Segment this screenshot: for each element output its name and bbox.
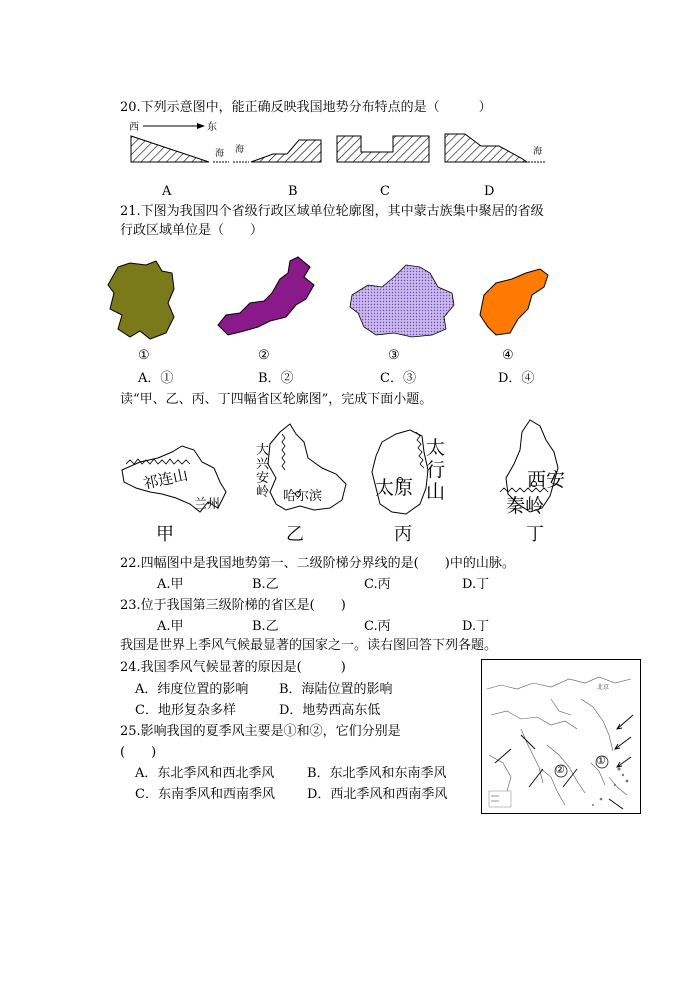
q20-question: 20.下列示意图中，能正确反映我国地势分布特点的是（ ） bbox=[120, 100, 492, 115]
map-yi-caption: 乙 bbox=[286, 524, 304, 545]
map-jia-caption: 甲 bbox=[156, 524, 174, 545]
q25-question-line1: 25.影响我国的夏季风主要是①和②，它们分别是 bbox=[120, 724, 401, 739]
q25-option-d[interactable]: D．西北季风和西南季风 bbox=[307, 787, 448, 802]
q25-question-line2: ( ) bbox=[120, 745, 157, 760]
intro-22: 读“甲、乙、丙、丁四幅省区轮廓图”，完成下面小题。 bbox=[120, 392, 433, 407]
map-yi-city-label: 哈尔滨 bbox=[283, 489, 323, 504]
q20-option-d[interactable]: D bbox=[484, 184, 495, 199]
sea-label-d: 海 bbox=[533, 147, 543, 157]
map-bing-mountain-icon bbox=[416, 432, 424, 468]
q23-question: 23.位于我国第三级阶梯的省区是( ) bbox=[120, 598, 346, 613]
map-bing-city-label: 太原 bbox=[375, 477, 414, 499]
shape-label-4: ④ bbox=[502, 348, 514, 363]
map-bing-mountain-char-3: 山 bbox=[426, 481, 446, 503]
q21-option-c[interactable]: C．③ bbox=[380, 371, 416, 386]
east-label: 东 bbox=[207, 122, 217, 133]
province-shape-2 bbox=[218, 257, 314, 335]
sea-label-b: 海 bbox=[235, 145, 245, 155]
province-shape-3 bbox=[350, 265, 454, 337]
q25-option-a[interactable]: A．东北季风和西北季风 bbox=[135, 766, 275, 781]
q21-option-b[interactable]: B．② bbox=[258, 371, 294, 386]
q25-option-b[interactable]: B．东北季风和东南季风 bbox=[307, 766, 447, 781]
monsoon-map bbox=[481, 659, 641, 814]
q21-question-line2: 行政区域单位是（ ） bbox=[120, 223, 264, 238]
q23-option-a[interactable]: A.甲 bbox=[157, 619, 184, 634]
map-yi-mountain-char-1: 大 bbox=[256, 443, 270, 458]
intro-24: 我国是世界上季风气候最显著的国家之一。读右图回答下列各题。 bbox=[120, 638, 498, 653]
map-bing-caption: 丙 bbox=[394, 524, 412, 545]
province-shape-4 bbox=[480, 269, 548, 335]
map-ding-caption: 丁 bbox=[526, 524, 544, 545]
diagram-a bbox=[131, 136, 209, 162]
map-ding-city-label: 西安 bbox=[527, 469, 566, 491]
q22-question: 22.四幅图中是我国地势第一、二级阶梯分界线的是( )中的山脉。 bbox=[120, 556, 515, 571]
diagram-b bbox=[251, 140, 321, 162]
diagram-d bbox=[445, 134, 527, 162]
capital-label: 北京 bbox=[597, 684, 610, 691]
q21-question-line1: 21.下图为我国四个省级行政区域单位轮廓图，其中蒙古族集中聚居的省级 bbox=[120, 204, 544, 219]
q20-option-b[interactable]: B bbox=[288, 184, 298, 199]
map-yi-mountain-icon bbox=[282, 434, 285, 470]
q24-option-a[interactable]: A．纬度位置的影响 bbox=[135, 682, 249, 697]
shape-label-1: ① bbox=[138, 348, 150, 363]
q21-option-d[interactable]: D．④ bbox=[498, 371, 535, 386]
map-bing-mountain-char-1: 太 bbox=[426, 437, 446, 459]
west-label: 西 bbox=[129, 122, 139, 133]
monsoon-marker-1: ① bbox=[596, 754, 606, 767]
q24-option-d[interactable]: D．地势西高东低 bbox=[279, 703, 381, 718]
q24-option-c[interactable]: C．地形复杂多样 bbox=[135, 703, 236, 718]
q24-option-b[interactable]: B．海陆位置的影响 bbox=[279, 682, 393, 697]
province-shape-1 bbox=[108, 261, 174, 339]
map-jia-mountain-label: 祁连山 bbox=[141, 465, 190, 493]
q23-option-c[interactable]: C.丙 bbox=[364, 619, 391, 634]
map-jia-mountain-icon bbox=[126, 459, 190, 464]
q22-option-d[interactable]: D.丁 bbox=[462, 577, 490, 592]
sea-label-a: 海 bbox=[215, 149, 225, 159]
map-yi-mountain-char-4: 岭 bbox=[256, 485, 270, 500]
q20-option-c[interactable]: C bbox=[380, 184, 390, 199]
q25-option-c[interactable]: C．东南季风和西南季风 bbox=[135, 787, 275, 802]
map-jia-river-label: 兰州 bbox=[194, 497, 221, 512]
q20-option-a[interactable]: A bbox=[162, 184, 172, 199]
diagram-c bbox=[337, 136, 429, 162]
q22-option-b[interactable]: B.乙 bbox=[252, 577, 279, 592]
map-yi-mountain-char-2: 兴 bbox=[256, 457, 270, 472]
shape-label-2: ② bbox=[258, 348, 270, 363]
map-yi-mountain-char-3: 安 bbox=[256, 471, 270, 486]
shape-label-3: ③ bbox=[388, 348, 400, 363]
province-shapes bbox=[100, 255, 560, 350]
map-bing-mountain-char-2: 行 bbox=[426, 459, 446, 481]
q23-option-d[interactable]: D.丁 bbox=[462, 619, 490, 634]
q21-option-a[interactable]: A．① bbox=[138, 371, 174, 386]
map-ding-mountain-label: 秦岭 bbox=[506, 495, 545, 517]
q22-option-c[interactable]: C.丙 bbox=[364, 577, 391, 592]
q22-option-a[interactable]: A.甲 bbox=[157, 577, 184, 592]
q23-option-b[interactable]: B.乙 bbox=[252, 619, 279, 634]
monsoon-marker-2: ② bbox=[555, 763, 565, 776]
q20-diagrams bbox=[125, 118, 555, 178]
q24-question: 24.我国季风气候显著的原因是( ) bbox=[120, 660, 346, 675]
